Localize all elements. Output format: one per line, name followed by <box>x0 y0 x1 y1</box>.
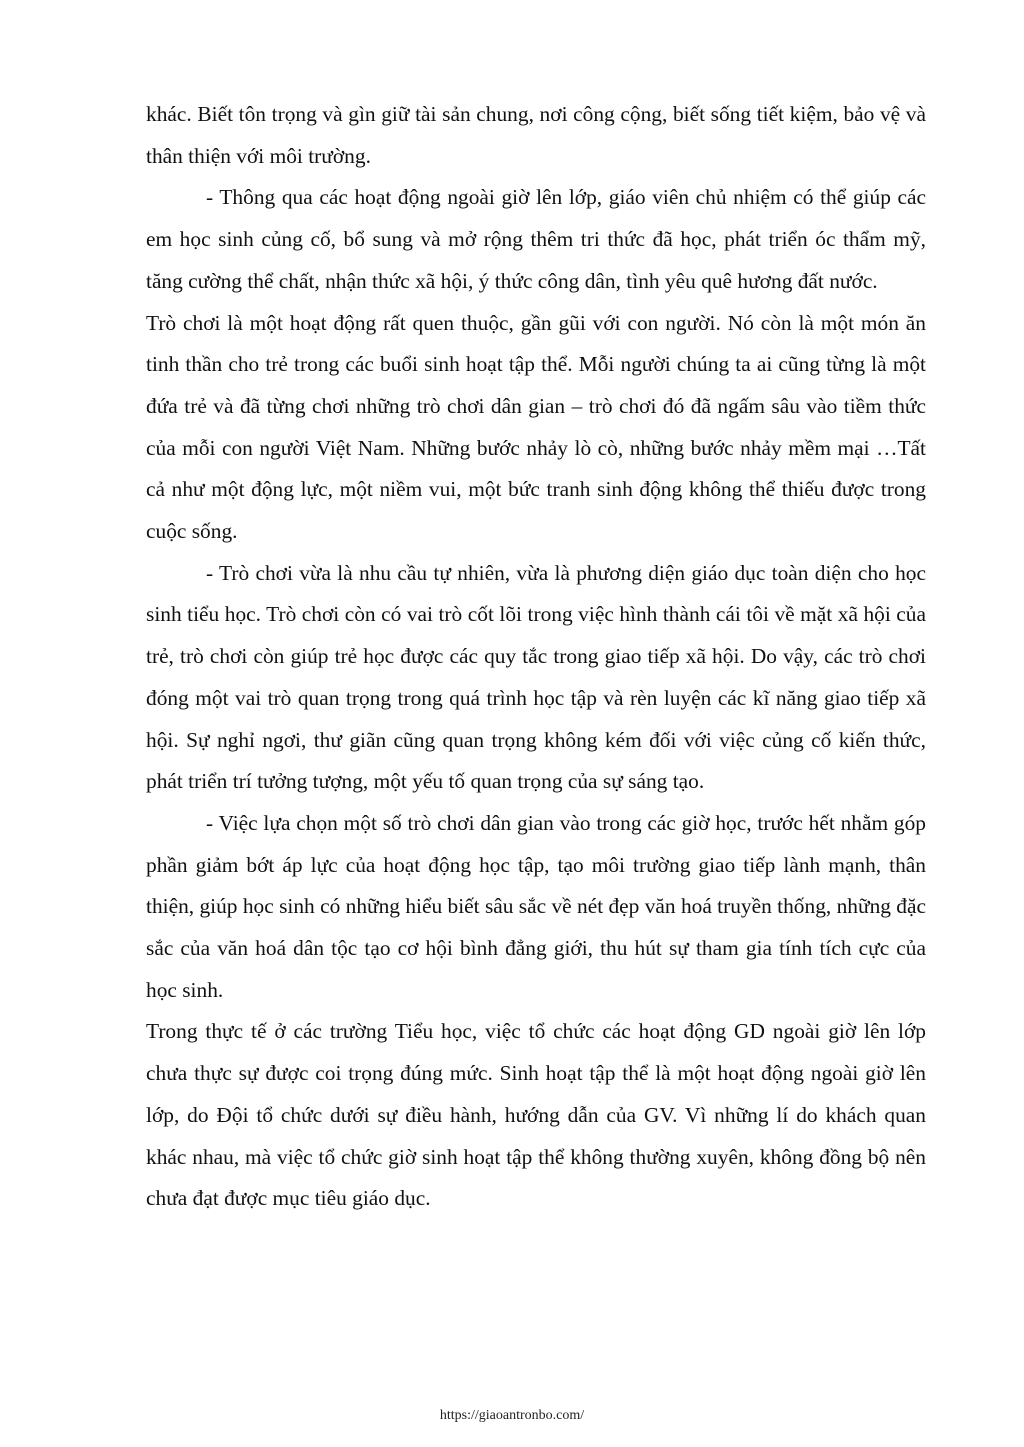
paragraph-1: khác. Biết tôn trọng và gìn giữ tài sản chung, nơi công cộng, biết sống tiết kiệm, bảo vệ và thân thiện với môi trường. <box>146 102 926 168</box>
paragraph-6: Trong thực tế ở các trường Tiểu học, việc tổ chức các hoạt động GD ngoài giờ lên lớp chưa thực sự được coi trọng đúng mức. Sinh hoạt tập thể là một hoạt động ngoài giờ lên lớp, do Đội tổ chức dưới sự điều hành, hướng dẫn của GV. Vì những lí do khách quan khác nhau, mà việc tổ chức giờ sinh hoạt tập thể không thường xuyên, không đồng bộ nên chưa đạt được mục tiêu giáo dục. <box>146 1019 926 1211</box>
paragraph-3: Trò chơi là một hoạt động rất quen thuộc, gần gũi với con người. Nó còn là một món ăn tinh thần cho trẻ trong các buổi sinh hoạt tập thể. Mỗi người chúng ta ai cũng từng là một đứa trẻ và đã từng chơi những trò chơi dân gian – trò chơi đó đã ngấm sâu vào tiềm thức của mỗi con người Việt Nam. Những bước nhảy lò cò, những bước nhảy mềm mại …Tất cả như một động lực, một niềm vui, một bức tranh sinh động không thể thiếu được trong cuộc sống. <box>146 310 926 544</box>
paragraph-2: - Thông qua các hoạt động ngoài giờ lên lớp, giáo viên chủ nhiệm có thể giúp các em học sinh củng cố, bổ sung và mở rộng thêm tri thức đã học, phát triển óc thẩm mỹ, tăng cường thể chất, nhận thức xã hội, ý thức công dân, tình yêu quê hương đất nước. <box>146 185 926 293</box>
document-body <box>146 94 926 1220</box>
paragraph-5: - Việc lựa chọn một số trò chơi dân gian vào trong các giờ học, trước hết nhằm góp phần giảm bớt áp lực của hoạt động học tập, tạo môi trường giao tiếp lành mạnh, thân thiện, giúp học sinh có những hiểu biết sâu sắc về nét đẹp văn hoá truyền thống, những đặc sắc của văn hoá dân tộc tạo cơ hội bình đẳng giới, thu hút sự tham gia tính tích cực của học sinh. <box>146 810 926 1002</box>
paragraph-4: - Trò chơi vừa là nhu cầu tự nhiên, vừa là phương diện giáo dục toàn diện cho học sinh tiểu học. Trò chơi còn có vai trò cốt lõi trong việc hình thành cái tôi về mặt xã hội của trẻ, trò chơi còn giúp trẻ học được các quy tắc trong giao tiếp xã hội. Do vậy, các trò chơi đóng một vai trò quan trọng trong quá trình học tập và rèn luyện các kĩ năng giao tiếp xã hội. Sự nghỉ ngơi, thư giãn cũng quan trọng không kém đối với việc củng cố kiến thức, phát triển trí tưởng tượng, một yếu tố quan trọng của sự sáng tạo. <box>146 560 926 794</box>
footer-url: https://giaoantronbo.com/ <box>439 1408 585 1423</box>
